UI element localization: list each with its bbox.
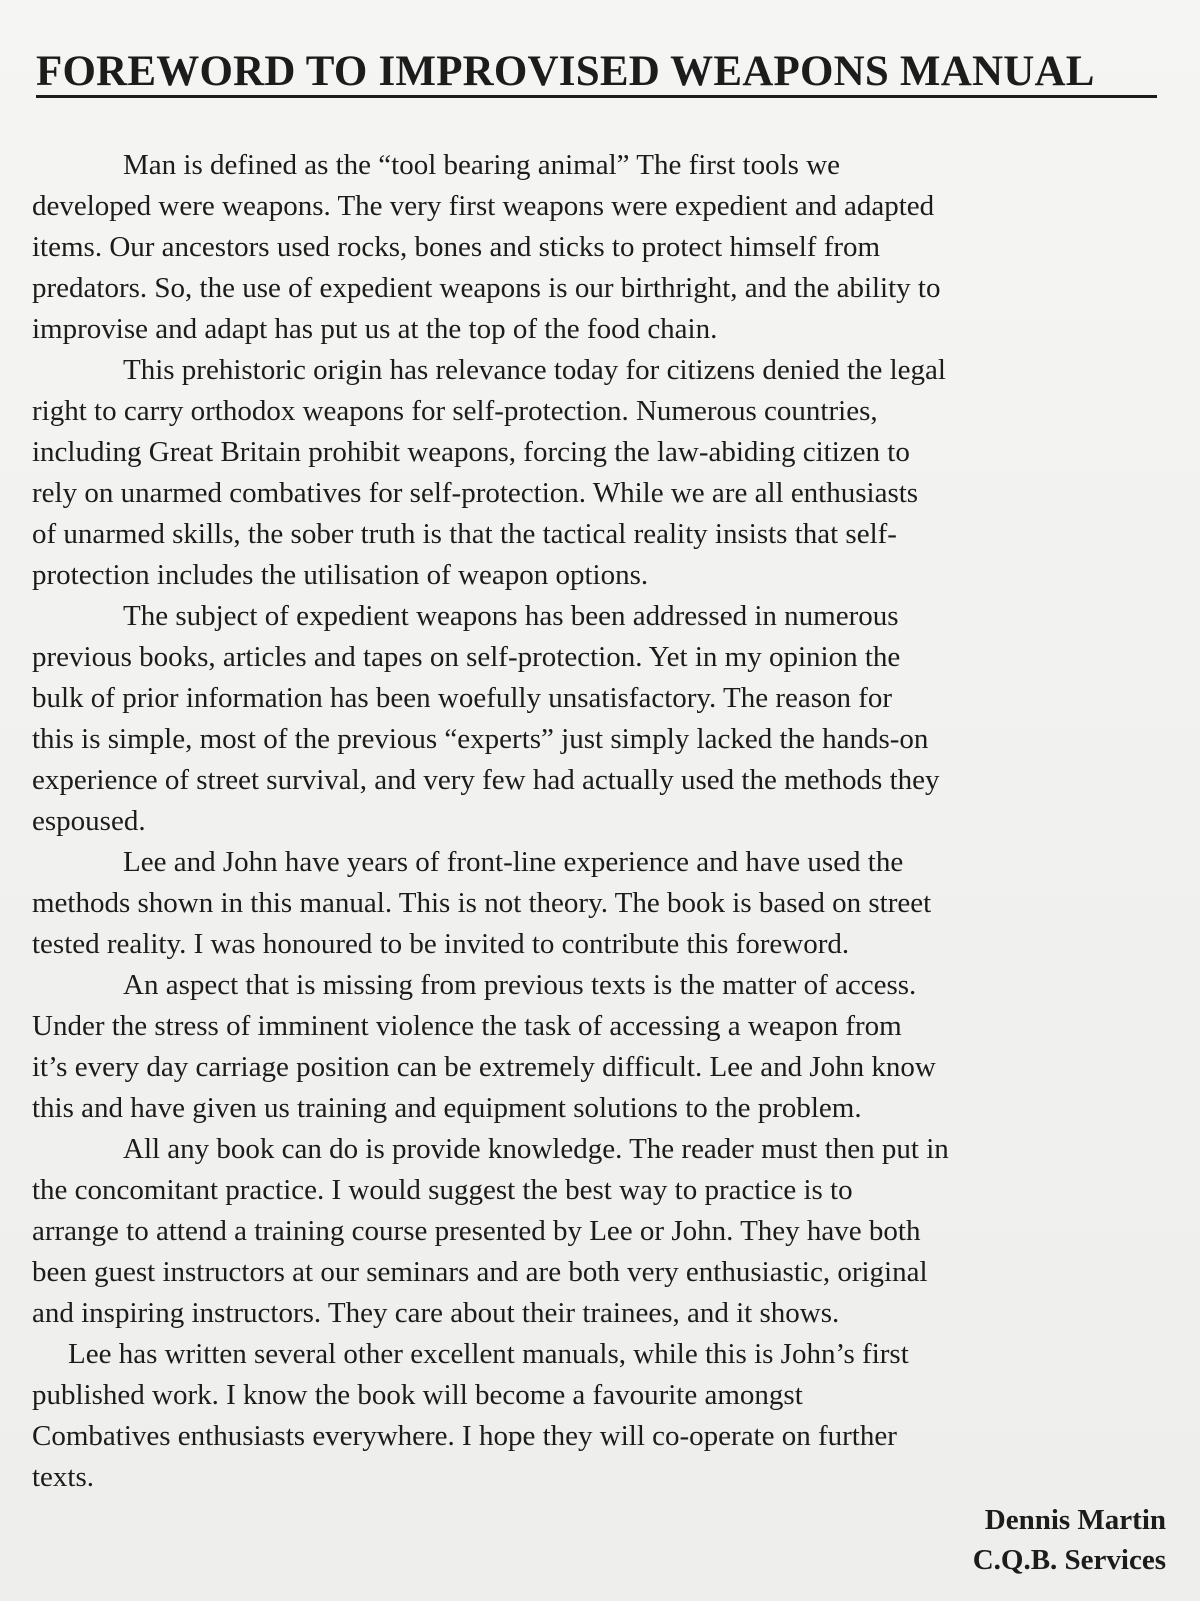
paragraph-3-line: espoused. (32, 805, 146, 837)
paragraph-7-line: published work. I know the book will become a favourite amongst (32, 1379, 803, 1411)
paragraph-6-line: and inspiring instructors. They care about their trainees, and it shows. (32, 1297, 840, 1329)
paragraph-5-line: this and have given us training and equipment solutions to the problem. (32, 1092, 862, 1124)
paragraph-2-line: including Great Britain prohibit weapons, forcing the law-abiding citizen to (32, 436, 910, 468)
paragraph-2-line: rely on unarmed combatives for self-protection. While we are all enthusiasts (32, 477, 919, 509)
paragraph-7-line: Lee has written several other excellent manuals, while this is John’s first (68, 1338, 909, 1370)
paragraph-2-line: This prehistoric origin has relevance today for citizens denied the legal (123, 354, 946, 386)
paragraph-2-line: protection includes the utilisation of weapon options. (32, 559, 649, 591)
paragraph-1-line: Man is defined as the “tool bearing animal” The first tools we (123, 149, 841, 181)
paragraph-3-line: this is simple, most of the previous “experts” just simply lacked the hands-on (32, 723, 929, 755)
paragraph-5-line: An aspect that is missing from previous texts is the matter of access. (123, 969, 917, 1001)
paragraph-1-line: developed were weapons. The very first weapons were expedient and adapted (32, 190, 935, 222)
paragraph-4-line: tested reality. I was honoured to be invited to contribute this foreword. (32, 928, 850, 960)
signature-organization: C.Q.B. Services (972, 1544, 1166, 1576)
paragraph-7-line: Combatives enthusiasts everywhere. I hope they will co-operate on further (32, 1420, 897, 1452)
paragraph-2-line: of unarmed skills, the sober truth is that the tactical reality insists that self- (32, 518, 897, 550)
paragraph-2-line: right to carry orthodox weapons for self-protection. Numerous countries, (32, 395, 878, 427)
paragraph-6-line: All any book can do is provide knowledge. The reader must then put in (123, 1133, 949, 1165)
paragraph-4-line: Lee and John have years of front-line experience and have used the (123, 846, 904, 878)
paragraph-1-line: items. Our ancestors used rocks, bones and sticks to protect himself from (32, 231, 881, 263)
page-title: FOREWORD TO IMPROVISED WEAPONS MANUAL (36, 48, 1095, 95)
foreword-body (32, 145, 1162, 1498)
title-underline (36, 95, 1157, 98)
paragraph-7-line: texts. (32, 1461, 95, 1493)
paragraph-3-line: experience of street survival, and very few had actually used the methods they (32, 764, 940, 796)
paragraph-5-line: Under the stress of imminent violence the task of accessing a weapon from (32, 1010, 902, 1042)
signature-name: Dennis Martin (984, 1504, 1166, 1536)
paragraph-3-line: bulk of prior information has been woefully unsatisfactory. The reason for (32, 682, 893, 714)
paragraph-6-line: been guest instructors at our seminars and are both very enthusiastic, original (32, 1256, 928, 1288)
paragraph-6-line: arrange to attend a training course presented by Lee or John. They have both (32, 1215, 921, 1247)
signature-block (973, 1500, 1166, 1580)
paragraph-3-line: The subject of expedient weapons has been addressed in numerous (123, 600, 899, 632)
paragraph-4-line: methods shown in this manual. This is not theory. The book is based on street (32, 887, 932, 919)
paragraph-1-line: predators. So, the use of expedient weapons is our birthright, and the ability to (32, 272, 941, 304)
paragraph-1-line: improvise and adapt has put us at the top of the food chain. (32, 313, 718, 345)
paragraph-5-line: it’s every day carriage position can be extremely difficult. Lee and John know (32, 1051, 936, 1083)
paragraph-6-line: the concomitant practice. I would suggest the best way to practice is to (32, 1174, 853, 1206)
paragraph-3-line: previous books, articles and tapes on self-protection. Yet in my opinion the (32, 641, 901, 673)
